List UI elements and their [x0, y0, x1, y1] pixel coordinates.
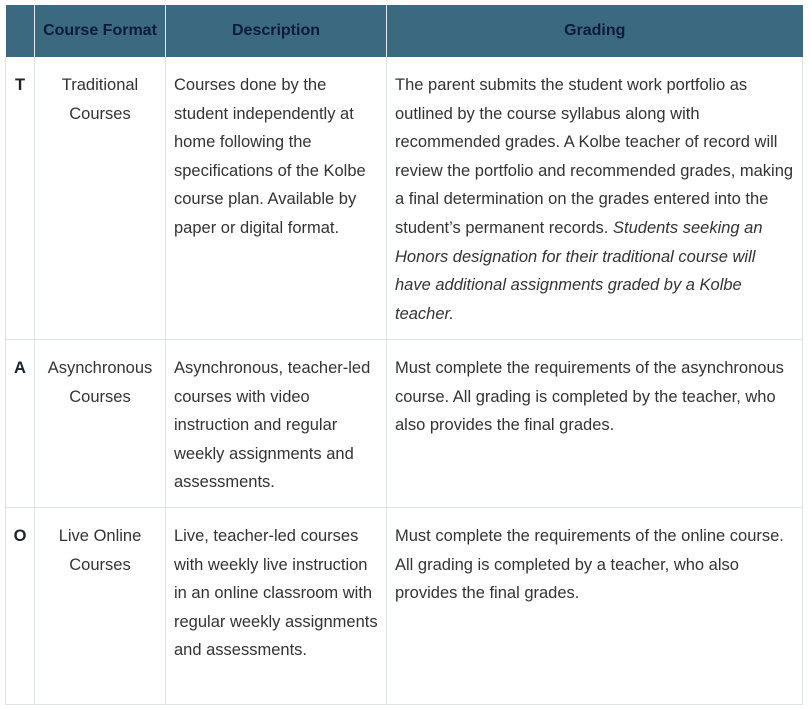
row-description: Live, teacher-led courses with weekly live instruction in an online classroom with regular weekly assignments and assessments. [166, 507, 387, 704]
header-code [6, 5, 35, 57]
course-format-table [5, 5, 803, 705]
row-format: Live Online Courses [35, 507, 166, 704]
row-format: Asynchronous Courses [35, 340, 166, 508]
header-description: Description [166, 5, 387, 57]
table-row-live-online [6, 507, 803, 704]
row-code: O [6, 507, 35, 704]
table-row-traditional [6, 57, 803, 340]
row-grading: Must complete the requirements of the asynchronous course. All grading is completed by the teacher, who also provides the final grades. [387, 340, 803, 508]
row-description: Courses done by the student independently at home following the specifications of the Kolbe course plan. Available by paper or digital format. [166, 57, 387, 340]
header-row [6, 5, 803, 57]
table-body [6, 57, 803, 704]
grading-text: The parent submits the student work portfolio as outlined by the course syllabus along with recommended grades. A Kolbe teacher of record will review the portfolio and recommended grades, making a final determination on the grades entered into the student’s permanent records. [395, 76, 794, 237]
table-row-asynchronous [6, 340, 803, 508]
course-format-table-container [5, 5, 802, 705]
grading-honors-note: Students seeking an Honors designation for their traditional course will have additional assignments graded by a Kolbe teacher. [395, 218, 763, 323]
row-grading [387, 57, 803, 340]
header-course-format: Course Format [35, 5, 166, 57]
row-code: A [6, 340, 35, 508]
row-format: Traditional Courses [35, 57, 166, 340]
header-grading: Grading [387, 5, 803, 57]
row-code: T [6, 57, 35, 340]
row-description: Asynchronous, teacher-led courses with video instruction and regular weekly assignments and assessments. [166, 340, 387, 508]
row-grading: Must complete the requirements of the online course. All grading is completed by a teacher, who also provides the final grades. [387, 507, 803, 704]
table-header [6, 5, 803, 57]
